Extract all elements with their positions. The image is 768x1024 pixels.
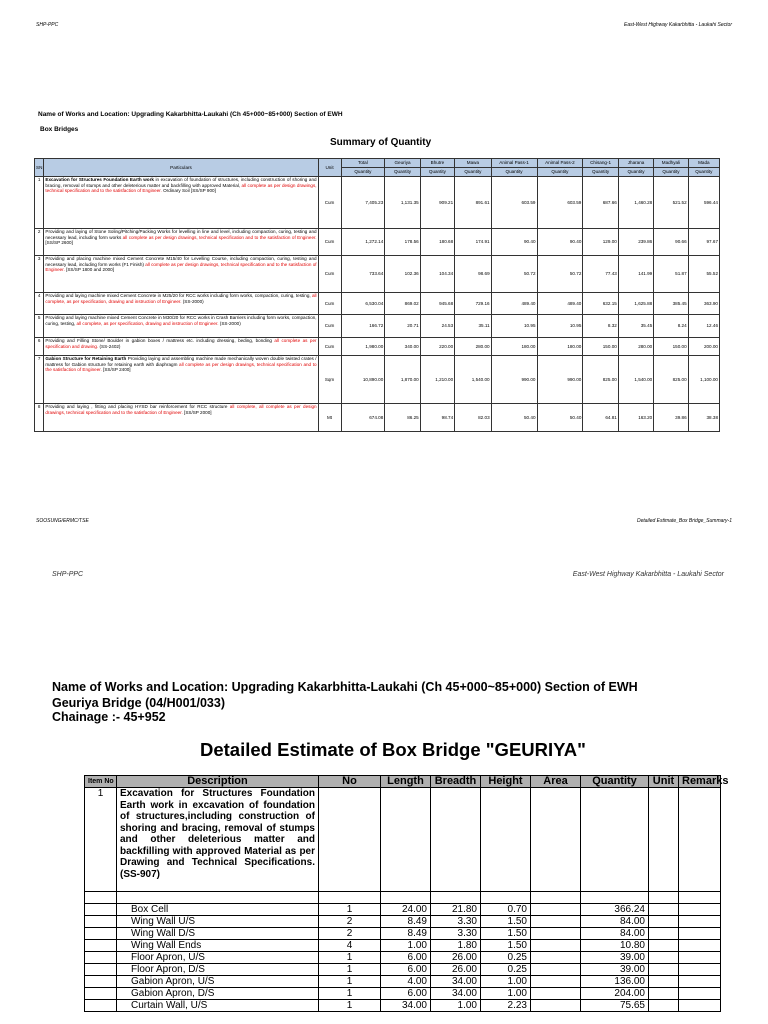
- row-length: 6.00: [381, 964, 431, 976]
- row-quantity: 1,540.00: [455, 356, 491, 404]
- estimate-table: [84, 775, 729, 1012]
- page1-section-label: Box Bridges: [40, 126, 79, 133]
- col-name: Animal Pass-1: [491, 159, 537, 168]
- row-quantity: 239.86: [618, 229, 653, 256]
- col-length: Length: [381, 776, 431, 788]
- row-sn: 4: [35, 293, 44, 315]
- col-sub: Quantity: [583, 168, 618, 177]
- col-sn: SN: [35, 159, 44, 177]
- row-quantity: 84.00: [581, 916, 649, 928]
- col-breadth: Breadth: [431, 776, 481, 788]
- row-unit: Cum: [318, 256, 341, 293]
- row-quantity: 12.46: [688, 315, 719, 338]
- row-quantity: 180.68: [420, 229, 454, 256]
- row-breadth: 3.30: [431, 916, 481, 928]
- row-particulars: Excavation for Structures Foundation Earth work in excavation of foundation of structures, including construction of shoring and bracing, removal of stumps and other deleterious matter and backfilling with approved Material, all complete as per design drawings, technical specification and to the satisfaction of Engineer. Ordinary Soil [SS/SP 900]: [44, 177, 318, 229]
- row-quantity: 64.81: [583, 404, 618, 432]
- estimate-row: [85, 964, 721, 976]
- row-particulars: Providing and laying machine mixed Cement Concrete in M30/20 for RCC works in Crash Barriers including form works, compaction, curing, testing, all complete, as per specification, drawing and instruction of Engineer. (SS-2000): [44, 315, 318, 338]
- page1-header-right: East-West Highway Kakarbhitta - Laukahi Sector: [623, 22, 732, 28]
- col-sub: Quantity: [420, 168, 454, 177]
- page2-header-right: East-West Highway Kakarbhitta - Laukahi Sector: [572, 571, 724, 578]
- row-quantity: 1,980.00: [341, 338, 385, 356]
- estimate-row: [85, 952, 721, 964]
- estimate-row: [85, 976, 721, 988]
- row-description: Wing Wall U/S: [117, 916, 319, 928]
- row-quantity: 280.00: [455, 338, 491, 356]
- row-description: Floor Apron, U/S: [117, 952, 319, 964]
- row-quantity: 489.40: [491, 293, 537, 315]
- row-quantity: 141.99: [618, 256, 653, 293]
- col-sub: Quantity: [341, 168, 385, 177]
- row-quantity: 98.69: [455, 256, 491, 293]
- row-quantity: 39.00: [581, 964, 649, 976]
- row-unit: Cum: [318, 177, 341, 229]
- row-quantity: 150.00: [583, 338, 618, 356]
- summary-row: [35, 256, 720, 293]
- page2-works-title: Name of Works and Location: Upgrading Kakarbhitta-Laukahi (Ch 45+000~85+000) Section of EWH: [52, 680, 638, 694]
- row-quantity: 363.90: [688, 293, 719, 315]
- summary-row: [35, 338, 720, 356]
- row-quantity: 521.52: [654, 177, 688, 229]
- row-quantity: 990.00: [491, 356, 537, 404]
- row-description: Gabion Apron, D/S: [117, 988, 319, 1000]
- col-description: Description: [117, 776, 319, 788]
- row-height: 1.00: [481, 988, 531, 1000]
- row-quantity: 385.45: [654, 293, 688, 315]
- row-quantity: 10.95: [537, 315, 583, 338]
- row-unit: Cum: [318, 315, 341, 338]
- row-quantity: 1,460.28: [618, 177, 653, 229]
- row-description: Gabion Apron, U/S: [117, 976, 319, 988]
- row-no: 1: [319, 964, 381, 976]
- row-quantity: 945.68: [420, 293, 454, 315]
- row-breadth: 3.30: [431, 928, 481, 940]
- row-quantity: 891.61: [455, 177, 491, 229]
- row-quantity: 55.52: [688, 256, 719, 293]
- row-height: 1.50: [481, 928, 531, 940]
- row-quantity: 50.72: [491, 256, 537, 293]
- row-quantity: 90.66: [654, 229, 688, 256]
- row-no: 1: [319, 976, 381, 988]
- summary-row: [35, 293, 720, 315]
- row-particulars: Providing and placing machine mixed Cement Concrete M15/40 for Levelling Course, including compaction, curing, testing and necessary lead, including form works (F1 Finish) all complete as per design drawings, technical specification and to the satisfaction of Engineer. [SS/SP 1800 and 2000]: [44, 256, 318, 293]
- row-length: 4.00: [381, 976, 431, 988]
- col-sub: Quantity: [385, 168, 420, 177]
- col-name: Animal Pass-2: [537, 159, 583, 168]
- summary-row: [35, 177, 720, 229]
- row-quantity: 6,530.04: [341, 293, 385, 315]
- row-quantity: 1,870.00: [385, 356, 420, 404]
- row-quantity: 90.40: [537, 229, 583, 256]
- row-quantity: 674.08: [341, 404, 385, 432]
- row-quantity: 90.40: [491, 229, 537, 256]
- row-particulars: Providing and laying machine mixed Cement Concrete in M25/20 for RCC works including form works, compaction, curing, testing, all complete, as per specification, drawing and instruction of Engineer. (SS-2000): [44, 293, 318, 315]
- col-quantity: Quantity: [581, 776, 649, 788]
- row-quantity: 50.72: [537, 256, 583, 293]
- col-sub: Quantity: [654, 168, 688, 177]
- row-sn: 3: [35, 256, 44, 293]
- row-particulars: Providing and laying of Stone Soling/Pitching/Packing Works for levelling in line and level, including compaction, curing, testing and necessary lead, including form works all complete as per design drawings, technical specification and to the satisfaction of Engineer. [SS/SP 2600]: [44, 229, 318, 256]
- row-quantity: 77.43: [583, 256, 618, 293]
- row-quantity: 174.91: [455, 229, 491, 256]
- row-quantity: 1,100.00: [688, 356, 719, 404]
- row-unit: Sqm: [318, 356, 341, 404]
- row-quantity: 104.34: [420, 256, 454, 293]
- row-description: Wing Wall Ends: [117, 940, 319, 952]
- row-quantity: 98.74: [420, 404, 454, 432]
- row-quantity: 825.00: [654, 356, 688, 404]
- row-quantity: 200.00: [688, 338, 719, 356]
- page1-footer-left: SOOSUNG/ERMC/TSE: [36, 518, 89, 524]
- row-quantity: 51.87: [654, 256, 688, 293]
- col-name: Mada: [688, 159, 719, 168]
- estimate-title: Detailed Estimate of Box Bridge "GEURIYA": [200, 739, 586, 760]
- row-unit: Mt: [318, 404, 341, 432]
- row-no: 1: [319, 904, 381, 916]
- estimate-row: [85, 940, 721, 952]
- row-quantity: 869.02: [385, 293, 420, 315]
- item-description: Excavation for Structures Foundation Earth work in excavation of foundation of structures,including construction of shoring and bracing, removal of stumps and other deleterious matter and backfilling with approved Material as per Drawing and Technical Specifications. (SS-907): [117, 788, 319, 892]
- row-quantity: 84.00: [581, 928, 649, 940]
- row-quantity: 39.86: [654, 404, 688, 432]
- row-particulars: Providing and Filling Stone/ Boulder in gabion boxes / mattress etc. including dressing, beding, bonding all complete as per specification and drawing. (SS-2402): [44, 338, 318, 356]
- row-sn: 7: [35, 356, 44, 404]
- row-quantity: 909.21: [420, 177, 454, 229]
- row-length: 24.00: [381, 904, 431, 916]
- item-no: 1: [85, 788, 117, 892]
- row-quantity: 1,131.35: [385, 177, 420, 229]
- page1-works-title: Name of Works and Location: Upgrading Kakarbhitta-Laukahi (Ch 45+000~85+000) Section of EWH: [38, 111, 343, 118]
- summary-table: [34, 158, 720, 432]
- row-length: 8.49: [381, 916, 431, 928]
- row-no: 1: [319, 952, 381, 964]
- row-quantity: 489.40: [537, 293, 583, 315]
- col-remarks: Remarks: [679, 776, 721, 788]
- row-quantity: 1,210.00: [420, 356, 454, 404]
- col-unit: Unit: [649, 776, 679, 788]
- row-sn: 8: [35, 404, 44, 432]
- row-description: Box Cell: [117, 904, 319, 916]
- row-description: Wing Wall D/S: [117, 928, 319, 940]
- row-length: 8.49: [381, 928, 431, 940]
- row-description: Floor Apron, D/S: [117, 964, 319, 976]
- row-breadth: 26.00: [431, 952, 481, 964]
- row-quantity: 86.25: [385, 404, 420, 432]
- row-height: 0.25: [481, 964, 531, 976]
- row-unit: Cum: [318, 229, 341, 256]
- col-sub: Quantity: [688, 168, 719, 177]
- col-sub: Quantity: [537, 168, 583, 177]
- row-quantity: 1,540.00: [618, 356, 653, 404]
- row-quantity: 10.95: [491, 315, 537, 338]
- row-quantity: 180.00: [537, 338, 583, 356]
- col-name: Total: [341, 159, 385, 168]
- row-quantity: 180.00: [491, 338, 537, 356]
- col-no: No: [319, 776, 381, 788]
- estimate-row: [85, 904, 721, 916]
- row-quantity: 729.16: [455, 293, 491, 315]
- col-area: Area: [531, 776, 581, 788]
- row-breadth: 34.00: [431, 988, 481, 1000]
- row-height: 0.25: [481, 952, 531, 964]
- summary-row: [35, 356, 720, 404]
- row-breadth: 34.00: [431, 976, 481, 988]
- row-quantity: 825.00: [583, 356, 618, 404]
- col-name: Mawa: [455, 159, 491, 168]
- row-quantity: 733.64: [341, 256, 385, 293]
- col-name: Geuriya: [385, 159, 420, 168]
- row-breadth: 21.80: [431, 904, 481, 916]
- row-unit: Cum: [318, 338, 341, 356]
- row-length: 6.00: [381, 988, 431, 1000]
- row-quantity: 1,625.88: [618, 293, 653, 315]
- page2-header-left: SHP-PPC: [52, 571, 84, 578]
- row-quantity: 8.32: [583, 315, 618, 338]
- row-quantity: 102.36: [385, 256, 420, 293]
- row-quantity: 166.72: [341, 315, 385, 338]
- row-quantity: 10,890.00: [341, 356, 385, 404]
- row-quantity: 687.66: [583, 177, 618, 229]
- row-quantity: 596.44: [688, 177, 719, 229]
- row-quantity: 340.00: [385, 338, 420, 356]
- row-quantity: 163.20: [618, 404, 653, 432]
- row-quantity: 50.40: [537, 404, 583, 432]
- row-unit: Cum: [318, 293, 341, 315]
- col-name: Madhyali: [654, 159, 688, 168]
- row-height: 2.23: [481, 1000, 531, 1012]
- row-quantity: 35.45: [618, 315, 653, 338]
- row-quantity: 136.00: [581, 976, 649, 988]
- row-no: 2: [319, 928, 381, 940]
- row-quantity: 38.38: [688, 404, 719, 432]
- col-name: Chisang-1: [583, 159, 618, 168]
- row-sn: 6: [35, 338, 44, 356]
- col-sub: Quantity: [618, 168, 653, 177]
- row-sn: 5: [35, 315, 44, 338]
- row-quantity: 280.00: [618, 338, 653, 356]
- col-particulars: Particulars: [44, 159, 318, 177]
- row-breadth: 26.00: [431, 964, 481, 976]
- row-breadth: 1.00: [431, 1000, 481, 1012]
- row-quantity: 20.71: [385, 315, 420, 338]
- estimate-row: [85, 916, 721, 928]
- summary-row: [35, 315, 720, 338]
- row-quantity: 24.53: [420, 315, 454, 338]
- row-description: Curtain Wall, U/S: [117, 1000, 319, 1012]
- row-sn: 2: [35, 229, 44, 256]
- estimate-row: [85, 988, 721, 1000]
- row-particulars: Providing and laying , fitting and placing HYSD bar reinforcement for RCC structure all complete, all complete as per design drawings, technical specification and to the satisfaction of Engineer. [SS/SP 2000]: [44, 404, 318, 432]
- row-quantity: 990.00: [537, 356, 583, 404]
- row-height: 1.00: [481, 976, 531, 988]
- row-height: 0.70: [481, 904, 531, 916]
- row-quantity: 603.59: [537, 177, 583, 229]
- summary-row: [35, 404, 720, 432]
- summary-title: Summary of Quantity: [330, 137, 432, 148]
- row-height: 1.50: [481, 940, 531, 952]
- col-sub: Quantity: [455, 168, 491, 177]
- row-height: 1.50: [481, 916, 531, 928]
- row-no: 2: [319, 916, 381, 928]
- row-quantity: 129.00: [583, 229, 618, 256]
- row-quantity: 75.65: [581, 1000, 649, 1012]
- row-quantity: 220.00: [420, 338, 454, 356]
- row-particulars: Gabion Structure for Retaining Earth Providing laying and assembling machine made mechanically woven double twisted crates / mattress for Gabion structure for retaining earth with diaphragm all complete as per design drawings, technical specification and to the satisfaction of Engineer. [SS/SP 2400]: [44, 356, 318, 404]
- col-height: Height: [481, 776, 531, 788]
- row-length: 6.00: [381, 952, 431, 964]
- row-quantity: 50.40: [491, 404, 537, 432]
- row-quantity: 7,405.23: [341, 177, 385, 229]
- page1-header-left: SHP-PPC: [36, 22, 59, 28]
- estimate-row: [85, 928, 721, 940]
- row-breadth: 1.80: [431, 940, 481, 952]
- chainage: Chainage :- 45+952: [52, 710, 166, 724]
- row-length: 34.00: [381, 1000, 431, 1012]
- col-sub: Quantity: [491, 168, 537, 177]
- row-quantity: 8.24: [654, 315, 688, 338]
- row-no: 1: [319, 988, 381, 1000]
- estimate-row: [85, 1000, 721, 1012]
- row-length: 1.00: [381, 940, 431, 952]
- col-name: Jharana: [618, 159, 653, 168]
- row-no: 1: [319, 1000, 381, 1012]
- col-unit: Unit: [318, 159, 341, 177]
- row-quantity: 10.80: [581, 940, 649, 952]
- row-quantity: 39.00: [581, 952, 649, 964]
- summary-row: [35, 229, 720, 256]
- col-item-no: Item No: [85, 776, 117, 788]
- row-quantity: 178.56: [385, 229, 420, 256]
- row-quantity: 82.03: [455, 404, 491, 432]
- bridge-name: Geuriya Bridge (04/H001/033): [52, 696, 225, 710]
- row-no: 4: [319, 940, 381, 952]
- row-quantity: 632.15: [583, 293, 618, 315]
- row-sn: 1: [35, 177, 44, 229]
- row-quantity: 1,272.14: [341, 229, 385, 256]
- row-quantity: 97.67: [688, 229, 719, 256]
- row-quantity: 603.59: [491, 177, 537, 229]
- col-name: Bhutre: [420, 159, 454, 168]
- row-quantity: 204.00: [581, 988, 649, 1000]
- row-quantity: 150.00: [654, 338, 688, 356]
- row-quantity: 366.24: [581, 904, 649, 916]
- row-quantity: 35.11: [455, 315, 491, 338]
- page1-footer-right: Detailed Estimate_Box Bridge_Summary-1: [636, 518, 732, 524]
